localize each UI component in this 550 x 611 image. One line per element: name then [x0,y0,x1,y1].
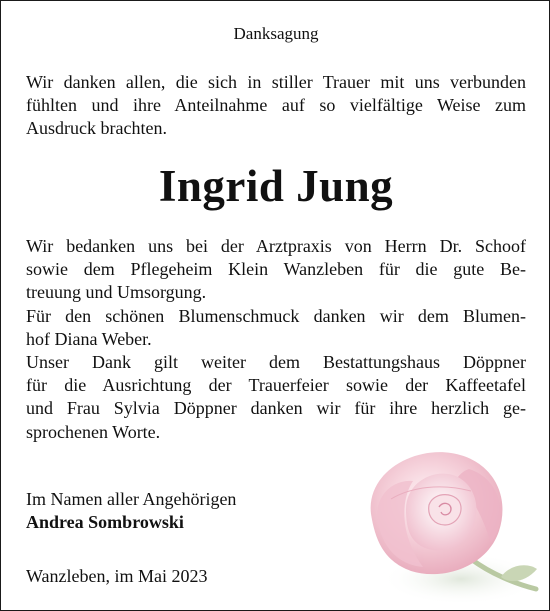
thanks-line: und Frau Sylvia Döppner danken wir für ihre herzlich ge- [26,398,526,419]
intro-line: Ausdruck brachten. [26,118,167,139]
thanks-paragraph [26,235,526,444]
thanks-line: Wir bedanken uns bei der Arztpraxis von Herrn Dr. Schoof [26,236,526,256]
thanks-line: hof Diana Weber. [26,328,152,349]
signoff-block [26,488,236,534]
notice-heading: Danksagung [233,24,319,43]
deceased-name: Ingrid Jung [158,161,394,211]
rose-image [351,439,541,607]
thanks-line: sprochenen Worte. [26,421,161,442]
thanks-line: Unser Dank gilt weiter dem Bestattungshaus Döppner [26,352,526,373]
intro-line: Wir danken allen, die sich in stiller Trauer mit uns verbunden [26,72,526,92]
thanks-line: sowie dem Pflegeheim Klein Wanzleben für die gute Be- [26,259,526,280]
signoff-text: Im Namen aller Angehörigen [26,489,237,509]
signer-name: Andrea Sombrowski [26,512,184,533]
thanks-line: treuung und Umsorgung. [26,282,207,303]
rose-center-curl [429,495,461,525]
thanks-line: Für den schönen Blumenschmuck danken wir dem Blumen- [26,305,526,326]
intro-paragraph [26,71,526,141]
place-date: Wanzleben, im Mai 2023 [26,566,208,586]
intro-line: fühlten und ihre Anteilnahme auf so vielfältige Weise zum [26,95,526,116]
thanks-line: für die Ausrichtung der Trauerfeier sowie der Kaffeetafel [26,375,526,396]
